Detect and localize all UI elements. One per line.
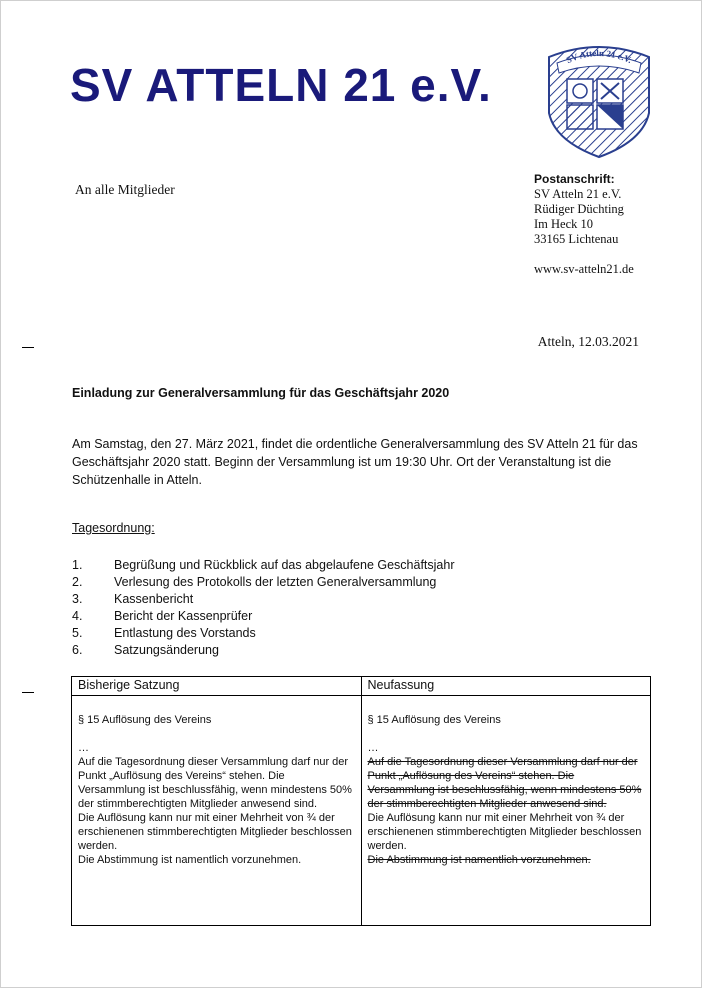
fold-mark <box>22 692 34 693</box>
club-crest-logo <box>543 43 655 159</box>
old-paragraph: Die Auflösung kann nur mit einer Mehrheit von ¾ der erschienenen stimmberechtigten Mitglieder beschlossen werden. <box>78 812 352 852</box>
agenda-item: 3. Kassenbericht <box>72 592 194 606</box>
agenda-item: 1. Begrüßung und Rückblick auf das abgelaufene Geschäftsjahr <box>72 558 455 572</box>
section-title: § 15 Auflösung des Vereins <box>367 714 501 726</box>
agenda-item: 5. Entlastung des Vorstands <box>72 626 256 640</box>
fold-mark <box>22 347 34 348</box>
old-paragraph: Auf die Tagesordnung dieser Versammlung darf nur der Punkt „Auflösung des Vereins“ stehen. Die Versammlung ist beschlussfähig, wenn mindestens 50% der stimmberechtigten Mitglieder anwesend sind. <box>78 756 352 810</box>
struck-paragraph: Die Abstimmung ist namentlich vorzunehmen. <box>367 854 591 866</box>
agenda-item: 6. Satzungsänderung <box>72 643 219 657</box>
ellipsis: … <box>78 742 89 754</box>
agenda-list <box>72 557 455 659</box>
struck-paragraph: Auf die Tagesordnung dieser Versammlung darf nur der Punkt „Auflösung des Vereins“ stehen. Die Versammlung ist beschlussfähig, wenn mindestens 50% der stimmberechtigten Mitglieder anwesend sind. <box>367 756 642 810</box>
ellipsis: … <box>367 742 379 754</box>
table-row <box>72 696 651 926</box>
agenda-heading: Tagesordnung: <box>72 521 155 535</box>
intro-paragraph: Am Samstag, den 27. März 2021, findet die ordentliche Generalversammlung des SV Atteln 21 für das Geschäftsjahr 2020 statt. Beginn der Versammlung ist um 19:30 Uhr. Ort der Veranstaltung ist die Schützenhalle in Atteln. <box>72 437 638 487</box>
address-line: SV Atteln 21 e.V. <box>534 187 622 201</box>
old-statute-header: Bisherige Satzung <box>72 677 362 696</box>
salutation: An alle Mitglieder <box>75 182 175 197</box>
address-line: 33165 Lichtenau <box>534 232 619 246</box>
address-heading: Postanschrift: <box>534 172 615 186</box>
address-line: Im Heck 10 <box>534 217 594 231</box>
old-statute-cell <box>72 696 362 926</box>
section-title: § 15 Auflösung des Vereins <box>78 714 212 726</box>
agenda-item: 4. Bericht der Kassenprüfer <box>72 609 253 623</box>
club-title: SV ATTELN 21 e.V. <box>70 59 492 111</box>
website-link[interactable]: www.sv-atteln21.de <box>534 262 634 276</box>
new-paragraph: Die Auflösung kann nur mit einer Mehrheit von ¾ der erschienenen stimmberechtigten Mitglieder beschlossen werden. <box>367 812 642 852</box>
table-header-row <box>72 677 651 696</box>
old-paragraph: Die Abstimmung ist namentlich vorzunehmen. <box>78 854 302 866</box>
address-line: Rüdiger Düchting <box>534 202 624 216</box>
new-statute-header: Neufassung <box>361 677 651 696</box>
logo-text: SV Atteln 21 e.V. <box>564 47 634 66</box>
letter-date: Atteln, 12.03.2021 <box>537 334 639 349</box>
statute-comparison-table <box>71 676 651 926</box>
agenda-item: 2. Verlesung des Protokolls der letzten Generalversammlung <box>72 575 437 589</box>
postal-address <box>534 172 634 277</box>
subject-line: Einladung zur Generalversammlung für das Geschäftsjahr 2020 <box>72 386 450 400</box>
new-statute-cell <box>361 696 651 926</box>
